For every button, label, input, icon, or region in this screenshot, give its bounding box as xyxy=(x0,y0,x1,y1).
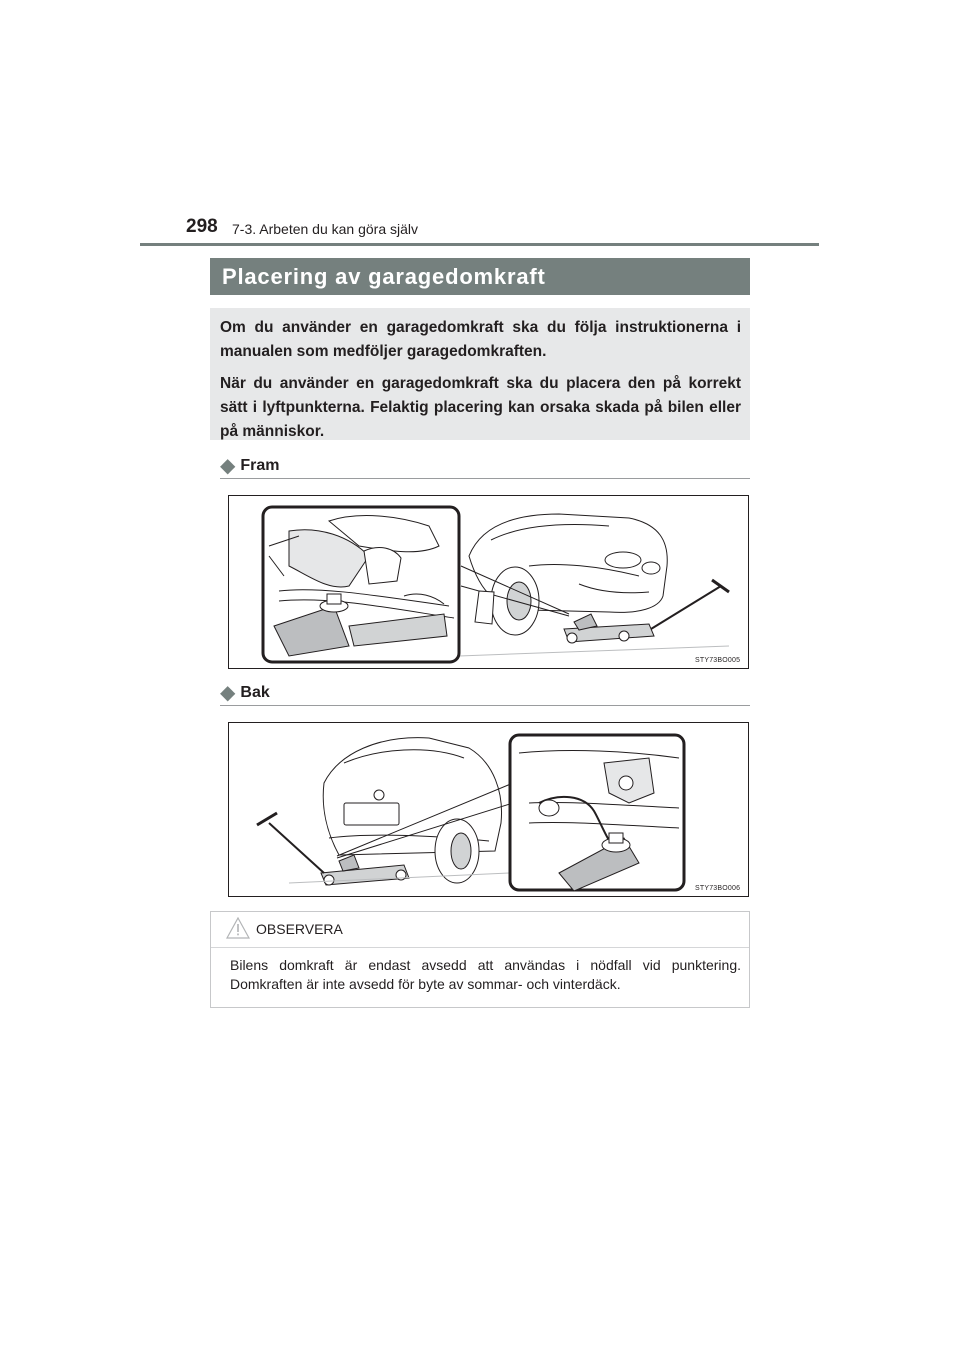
notice-label: OBSERVERA xyxy=(256,921,343,937)
rear-jack-illustration xyxy=(229,723,748,896)
intro-paragraph-1: Om du använder en garagedomkraft ska du följa instruktionerna i manualen som medföljer garagedomkraften. xyxy=(220,319,741,360)
rear-jack-figure xyxy=(228,722,749,897)
notice-text: Bilens domkraft är endast avsedd att användas i nödfall vid punktering. Domkraften är inte avsedd för byte av sommar- och vinterdäck. xyxy=(230,957,741,992)
front-heading-label: Fram xyxy=(240,457,280,474)
diamond-icon: ◆ xyxy=(220,682,236,704)
rear-figure-code: STY73BO006 xyxy=(695,885,741,892)
notice-box xyxy=(210,911,750,1008)
notice-header xyxy=(211,912,749,948)
intro-box xyxy=(210,308,750,440)
rear-heading xyxy=(220,683,270,703)
chapter-title: 7-3. Arbeten du kan göra själv xyxy=(232,221,419,237)
rear-heading-label: Bak xyxy=(240,684,270,701)
front-figure-code: STY73BO005 xyxy=(695,657,741,664)
diamond-icon: ◆ xyxy=(220,455,236,477)
front-jack-figure xyxy=(228,495,749,669)
front-jack-illustration xyxy=(229,496,748,668)
page-number: 298 xyxy=(186,216,218,237)
rear-heading-rule xyxy=(220,705,750,706)
section-title: Placering av garagedomkraft xyxy=(210,258,750,295)
warning-triangle-icon xyxy=(226,917,250,939)
front-heading-rule xyxy=(220,478,750,479)
header-rule xyxy=(140,243,819,246)
front-heading xyxy=(220,456,280,476)
intro-paragraph-2: När du använder en garagedomkraft ska du placera den på korrekt sätt i lyftpunkterna. Felaktig placering kan orsaka skada på bilen eller på människor. xyxy=(220,375,741,440)
